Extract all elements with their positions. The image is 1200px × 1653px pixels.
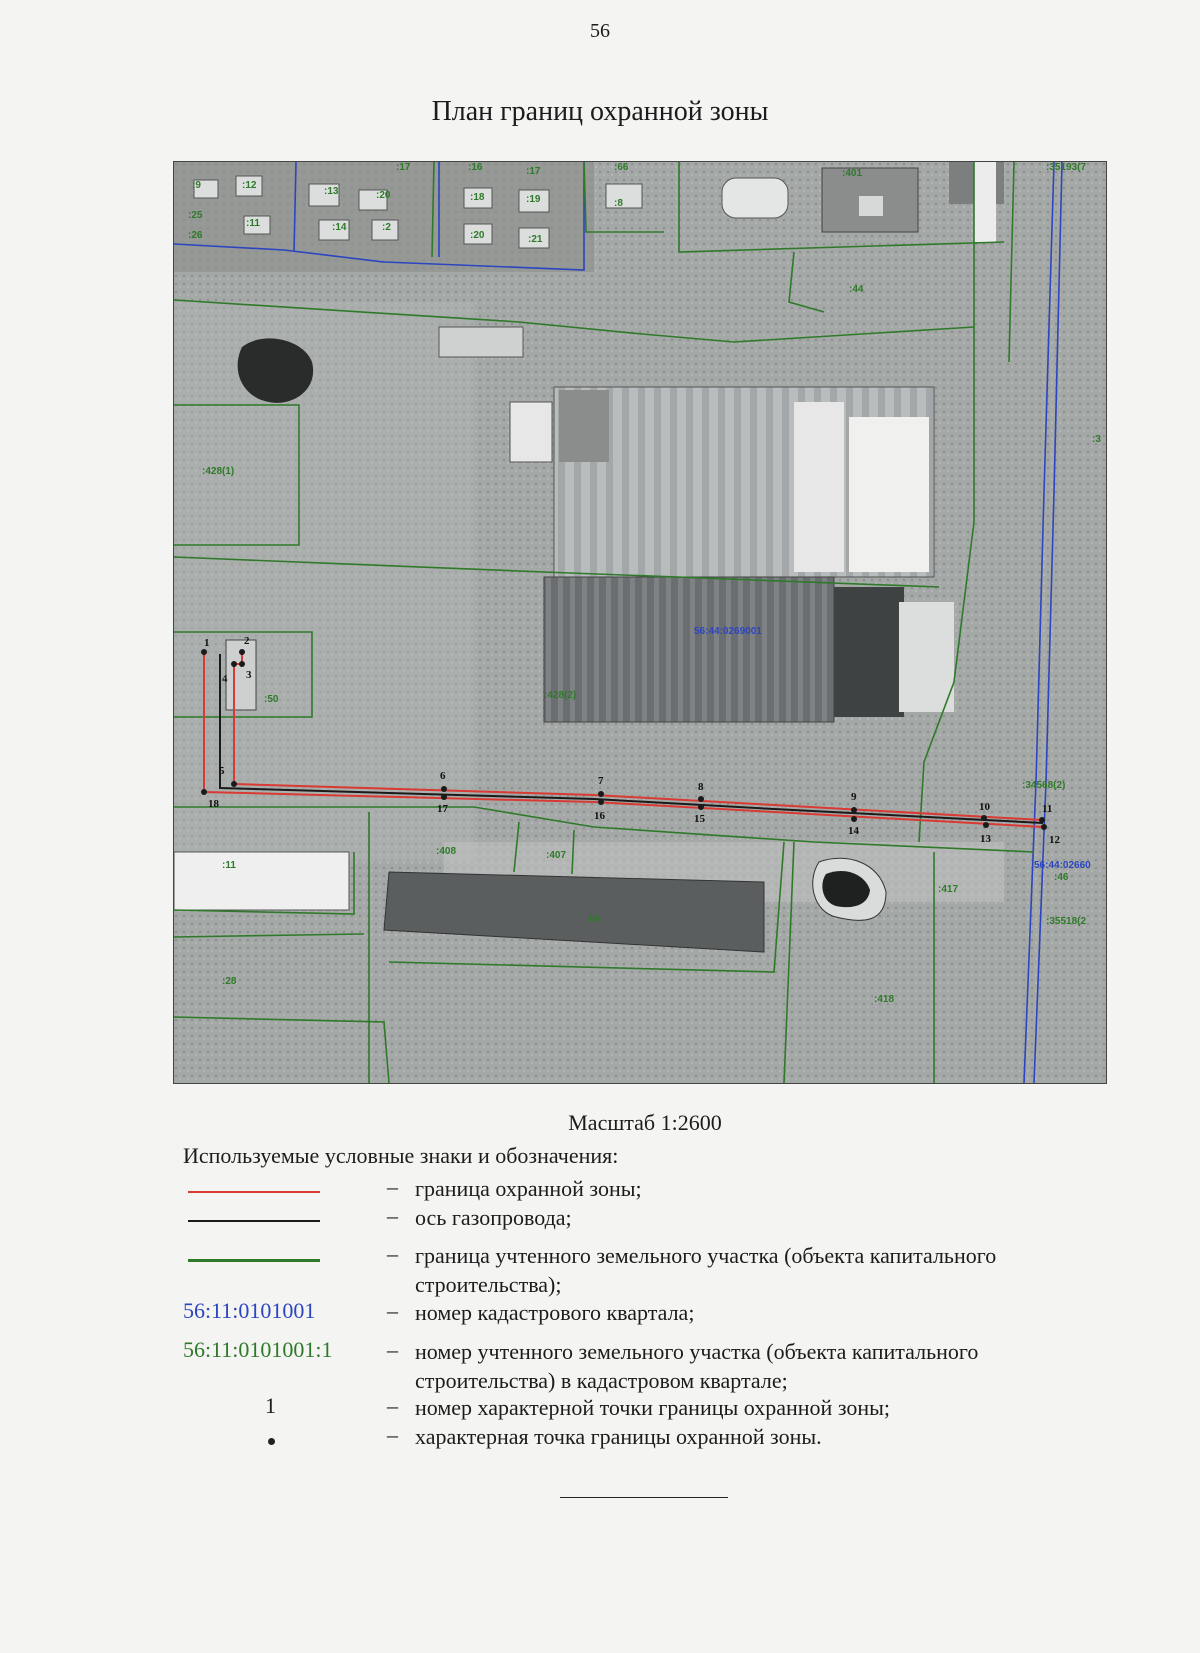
point-label: 10	[979, 801, 990, 813]
point-label: 16	[594, 810, 605, 822]
parcel-label: :44	[849, 284, 864, 295]
parcel-label: :8	[614, 198, 623, 209]
legend-text: характерная точка границы охранной зоны.	[415, 1424, 822, 1449]
point-label: 8	[698, 781, 704, 793]
plan-title: План границ охранной зоны	[431, 96, 769, 127]
legend-text: граница охранной зоны;	[415, 1176, 642, 1201]
legend-dash: –	[387, 1393, 398, 1418]
legend-text: ось газопровода;	[415, 1205, 572, 1230]
point-label: 18	[208, 798, 219, 810]
parcel-label: :2	[382, 222, 391, 233]
parcel-label: :50	[264, 694, 279, 705]
parcel-label: :17	[396, 162, 411, 173]
point-label: 1	[204, 637, 210, 649]
building	[174, 852, 349, 910]
legend-dash: –	[387, 1422, 398, 1447]
factory-roof	[899, 602, 954, 712]
point-dot-sample	[268, 1438, 275, 1445]
parcel-label: :19	[526, 194, 541, 205]
parcel-label: :35193(7	[1046, 162, 1087, 173]
parcel-label: :418	[874, 994, 895, 1005]
legend-symbol	[183, 1337, 353, 1367]
point-label: 12	[1049, 834, 1060, 846]
parcel-code-sample: 56:11:0101001:1	[183, 1337, 333, 1362]
factory-roof	[849, 417, 929, 572]
factory-hall	[544, 577, 834, 722]
parcel-label: :407	[546, 850, 567, 861]
point-number-sample: 1	[265, 1393, 276, 1418]
page-number: 56	[590, 20, 610, 42]
legend-item-point-number	[183, 1393, 1083, 1423]
legend-symbol	[183, 1393, 353, 1423]
legend-dash: –	[387, 1337, 398, 1362]
legend-text: граница учтенного земельного участка (объекта капитального строительства);	[415, 1243, 997, 1297]
parcel-label: :17	[526, 166, 541, 177]
point-label: 4	[222, 673, 228, 685]
point-label: 11	[1042, 803, 1053, 815]
point-label: 3	[246, 669, 252, 681]
parcel-label: :26	[188, 230, 203, 241]
parcel-label: :20	[376, 190, 391, 201]
legend-symbol	[183, 1422, 353, 1452]
legend-symbol	[183, 1241, 353, 1271]
point-label: 5	[219, 765, 225, 777]
parcel-label: :428(1)	[202, 466, 235, 477]
point-label: 14	[848, 825, 859, 837]
parcel-label: :21	[528, 234, 543, 245]
point-label: 6	[440, 770, 446, 782]
parcel-label: :401	[842, 168, 863, 179]
factory-annex	[559, 390, 609, 462]
legend-item-protection-zone	[183, 1174, 1083, 1204]
parcel-label: :11	[222, 860, 236, 871]
legend-dash: –	[387, 1241, 398, 1266]
footer-rule	[560, 1497, 728, 1498]
legend-dash: –	[387, 1298, 398, 1323]
legend-text: номер характерной точки границы охранной зоны;	[415, 1395, 891, 1420]
parcel-label: :46	[1054, 872, 1069, 883]
parcel-label: :34568(2)	[1022, 780, 1066, 791]
legend-symbol	[183, 1174, 353, 1204]
point-label: 7	[598, 775, 604, 787]
map-canvas	[174, 162, 1106, 1083]
parcel-label: :13	[324, 186, 339, 197]
point-label: 2	[244, 635, 250, 647]
black-line-symbol	[188, 1220, 320, 1222]
parcel-label: :28	[222, 976, 237, 987]
legend-heading: Используемые условные знаки и обозначения:	[183, 1143, 619, 1168]
building-roof	[859, 196, 883, 216]
parcel-label: :12	[242, 180, 257, 191]
quarter-label: 56:44:02660	[1034, 860, 1091, 871]
parcel-label: :16	[468, 162, 483, 173]
green-line-symbol	[188, 1259, 320, 1262]
legend-item-gas-axis	[183, 1203, 1083, 1233]
legend-dash: –	[387, 1174, 398, 1199]
legend-item-quarter-number	[183, 1298, 1083, 1328]
parcel-label: :417	[938, 884, 959, 895]
parcel-label: :64	[586, 914, 601, 925]
parcel-label: :14	[332, 222, 347, 233]
parcel-label: :66	[614, 162, 629, 173]
factory-roof	[794, 402, 844, 572]
legend-text: номер кадастрового квартала;	[415, 1300, 695, 1325]
parcel-label: :3	[1092, 434, 1101, 445]
hangar	[722, 178, 788, 218]
point-label: 15	[694, 813, 705, 825]
factory-hall-dark	[834, 587, 904, 717]
parcel-label: :428(2)	[544, 690, 577, 701]
legend-symbol	[183, 1298, 353, 1328]
parcel-label: :408	[436, 846, 457, 857]
legend-item-point-dot	[183, 1422, 1083, 1452]
building	[974, 162, 996, 242]
parcel-label: :18	[470, 192, 485, 203]
parcel-label: :20	[470, 230, 485, 241]
building	[439, 327, 523, 357]
legend-item-parcel-boundary	[183, 1241, 1083, 1299]
building	[510, 402, 552, 462]
parcel-label: :11	[246, 218, 260, 229]
map-scale: Масштаб 1:2600	[568, 1110, 722, 1135]
legend-dash: –	[387, 1203, 398, 1228]
legend-item-parcel-number	[183, 1337, 1083, 1395]
point-label: 9	[851, 791, 857, 803]
quarter-code-sample: 56:11:0101001	[183, 1298, 316, 1323]
quarter-label: 56:44:0269001	[694, 626, 762, 637]
cadastral-map[interactable]	[173, 161, 1107, 1084]
point-label: 13	[980, 833, 991, 845]
parcel-label: :9	[192, 180, 201, 191]
legend-text: номер учтенного земельного участка (объекта капитального строительства) в кадастровом квартале;	[415, 1339, 979, 1393]
parcel-label: :35518(2	[1046, 916, 1087, 927]
parcel-label: :25	[188, 210, 203, 221]
legend-symbol	[183, 1203, 353, 1233]
red-line-symbol	[188, 1191, 320, 1193]
point-label: 17	[437, 803, 448, 815]
